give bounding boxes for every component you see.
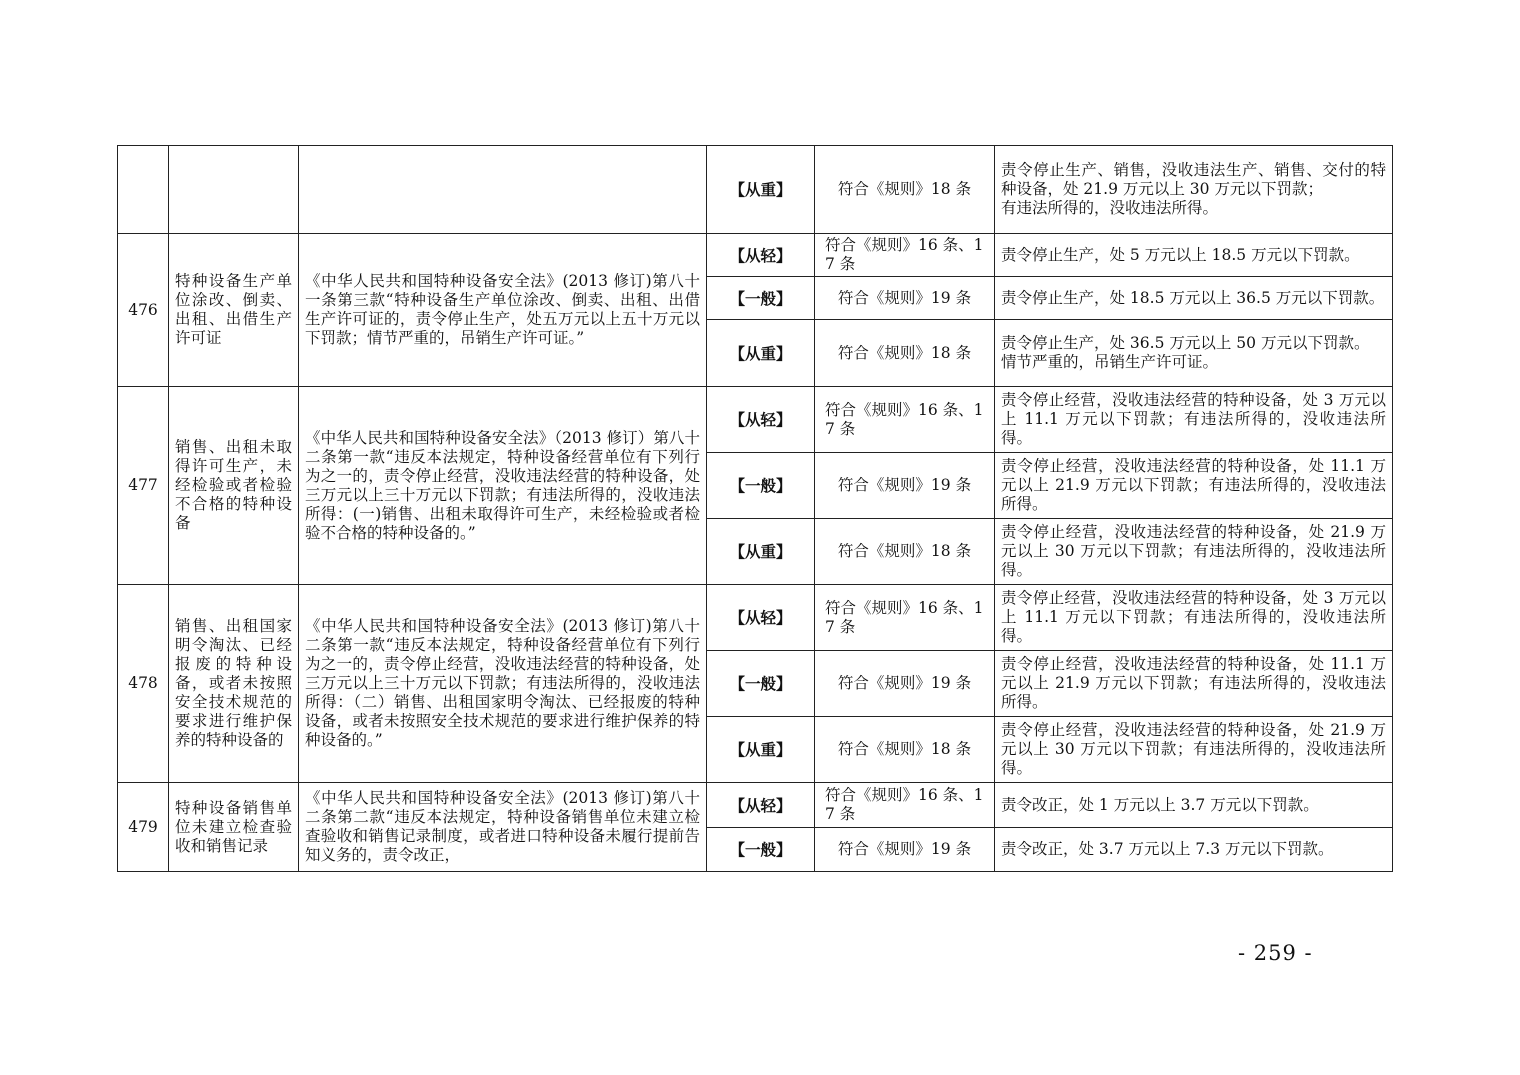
table-row-478-light [118, 585, 1393, 651]
discretion-level: 【一般】 [707, 277, 815, 320]
penalty-line: 责令改正，处 1 万元以上 3.7 万元以下罚款。 [1001, 795, 1319, 814]
applicable-rule: 符合《规则》16 条、17 条 [815, 387, 995, 453]
table-row-476-light [118, 234, 1393, 277]
penalty-standard [995, 585, 1393, 651]
discretion-level: 【从轻】 [707, 585, 815, 651]
item-number [118, 146, 169, 234]
penalty-standard [995, 277, 1393, 320]
penalty-standard [995, 717, 1393, 783]
penalty-standard [995, 651, 1393, 717]
penalty-standard [995, 320, 1393, 387]
discretion-level: 【从重】 [707, 717, 815, 783]
applicable-rule: 符合《规则》19 条 [815, 453, 995, 519]
applicable-rule: 符合《规则》18 条 [815, 519, 995, 585]
penalty-line: 情节严重的，吊销生产许可证。 [1001, 353, 1219, 371]
violation-item: 特种设备销售单位未建立检查验收和销售记录 [169, 783, 299, 872]
discretion-level: 【从重】 [707, 320, 815, 387]
table-row-continuation [118, 146, 1393, 234]
penalty-standard [995, 828, 1393, 872]
item-number: 477 [118, 387, 169, 585]
discretion-level: 【一般】 [707, 453, 815, 519]
penalty-line: 责令停止生产，处 5 万元以上 18.5 万元以下罚款。 [1001, 245, 1360, 264]
penalty-standard [995, 453, 1393, 519]
legal-basis: 《中华人民共和国特种设备安全法》(2013 修订)第八十二条第一款“违反本法规定，特种设备经营单位有下列行为之一的，责令停止经营，没收违法经营的特种设备，处三万元以上三十万元以下罚款；有违法所得的，没收违法所得：（二）销售、出租国家明令淘汰、已经报废的特种设备，或者未按照安全技术规范的要求进行维护保养的特种设备的。” [299, 585, 707, 783]
violation-item: 销售、出租国家明令淘汰、已经报废的特种设备，或者未按照安全技术规范的要求进行维护保养的特种设备的 [169, 585, 299, 783]
penalty-line: 责令停止经营，没收违法经营的特种设备，处 21.9 万元以上 30 万元以下罚款；有违法所得的，没收违法所得。 [1001, 523, 1386, 579]
discretion-level: 【从轻】 [707, 234, 815, 277]
penalty-standard [995, 519, 1393, 585]
penalty-line: 责令停止经营，没收违法经营的特种设备，处 11.1 万元以上 21.9 万元以下罚款；有违法所得的，没收违法所得。 [1001, 655, 1386, 711]
applicable-rule: 符合《规则》19 条 [815, 828, 995, 872]
penalty-line: 有违法所得的，没收违法所得。 [1001, 199, 1219, 217]
item-number: 478 [118, 585, 169, 783]
violation-item: 销售、出租未取得许可生产，未经检验或者检验不合格的特种设备 [169, 387, 299, 585]
penalty-standard [995, 783, 1393, 828]
discretion-level: 【从重】 [707, 519, 815, 585]
penalty-standards-table [117, 145, 1393, 872]
applicable-rule: 符合《规则》16 条、17 条 [815, 783, 995, 828]
penalty-line: 责令改正，处 3.7 万元以上 7.3 万元以下罚款。 [1001, 840, 1334, 858]
penalty-line: 责令停止经营，没收违法经营的特种设备，处 11.1 万元以上 21.9 万元以下罚款；有违法所得的，没收违法所得。 [1001, 457, 1386, 513]
legal-basis [299, 146, 707, 234]
applicable-rule: 符合《规则》18 条 [815, 146, 995, 234]
violation-item: 特种设备生产单位涂改、倒卖、出租、出借生产许可证 [169, 234, 299, 387]
legal-basis: 《中华人民共和国特种设备安全法》（2013 修订）第八十二条第一款“违反本法规定，特种设备经营单位有下列行为之一的，责令停止经营，没收违法经营的特种设备，处三万元以上三十万元以下罚款；有违法所得的，没收违法所得：(一)销售、出租未取得许可生产，未经检验或者检验不合格的特种设备的。” [299, 387, 707, 585]
applicable-rule: 符合《规则》16 条、17 条 [815, 585, 995, 651]
penalty-standard [995, 234, 1393, 277]
applicable-rule: 符合《规则》19 条 [815, 277, 995, 320]
penalty-standard [995, 387, 1393, 453]
legal-basis: 《中华人民共和国特种设备安全法》(2013 修订)第八十二条第二款“违反本法规定，特种设备销售单位未建立检查验收和销售记录制度，或者进口特种设备未履行提前告知义务的，责令改正， [299, 783, 707, 872]
penalty-line: 责令停止经营，没收违法经营的特种设备，处 21.9 万元以上 30 万元以下罚款；有违法所得的，没收违法所得。 [1001, 721, 1386, 777]
discretion-level: 【一般】 [707, 828, 815, 872]
penalty-standard [995, 146, 1393, 234]
penalty-line: 责令停止生产，处 36.5 万元以上 50 万元以下罚款。 [1001, 334, 1370, 352]
penalty-line: 责令停止生产、销售，没收违法生产、销售、交付的特种设备，处 21.9 万元以上 30 万元以下罚款； [1001, 161, 1386, 198]
table-row-479-light [118, 783, 1393, 828]
page-number: - 259 - [1238, 941, 1313, 965]
table-row-477-light [118, 387, 1393, 453]
discretion-level: 【从重】 [707, 146, 815, 234]
violation-item [169, 146, 299, 234]
penalty-line: 责令停止经营，没收违法经营的特种设备，处 3 万元以上 11.1 万元以下罚款；有违法所得的，没收违法所得。 [1001, 589, 1386, 645]
legal-basis: 《中华人民共和国特种设备安全法》(2013 修订)第八十一条第三款“特种设备生产单位涂改、倒卖、出租、出借生产许可证的，责令停止生产，处五万元以上五十万元以下罚款；情节严重的，吊销生产许可证。” [299, 234, 707, 387]
applicable-rule: 符合《规则》16 条、17 条 [815, 234, 995, 277]
item-number: 479 [118, 783, 169, 872]
discretion-level: 【从轻】 [707, 783, 815, 828]
discretion-level: 【从轻】 [707, 387, 815, 453]
penalty-line: 责令停止经营，没收违法经营的特种设备，处 3 万元以上 11.1 万元以下罚款；有违法所得的，没收违法所得。 [1001, 391, 1386, 447]
discretion-level: 【一般】 [707, 651, 815, 717]
applicable-rule: 符合《规则》18 条 [815, 717, 995, 783]
applicable-rule: 符合《规则》18 条 [815, 320, 995, 387]
applicable-rule: 符合《规则》19 条 [815, 651, 995, 717]
penalty-line: 责令停止生产，处 18.5 万元以上 36.5 万元以下罚款。 [1001, 288, 1385, 307]
item-number: 476 [118, 234, 169, 387]
